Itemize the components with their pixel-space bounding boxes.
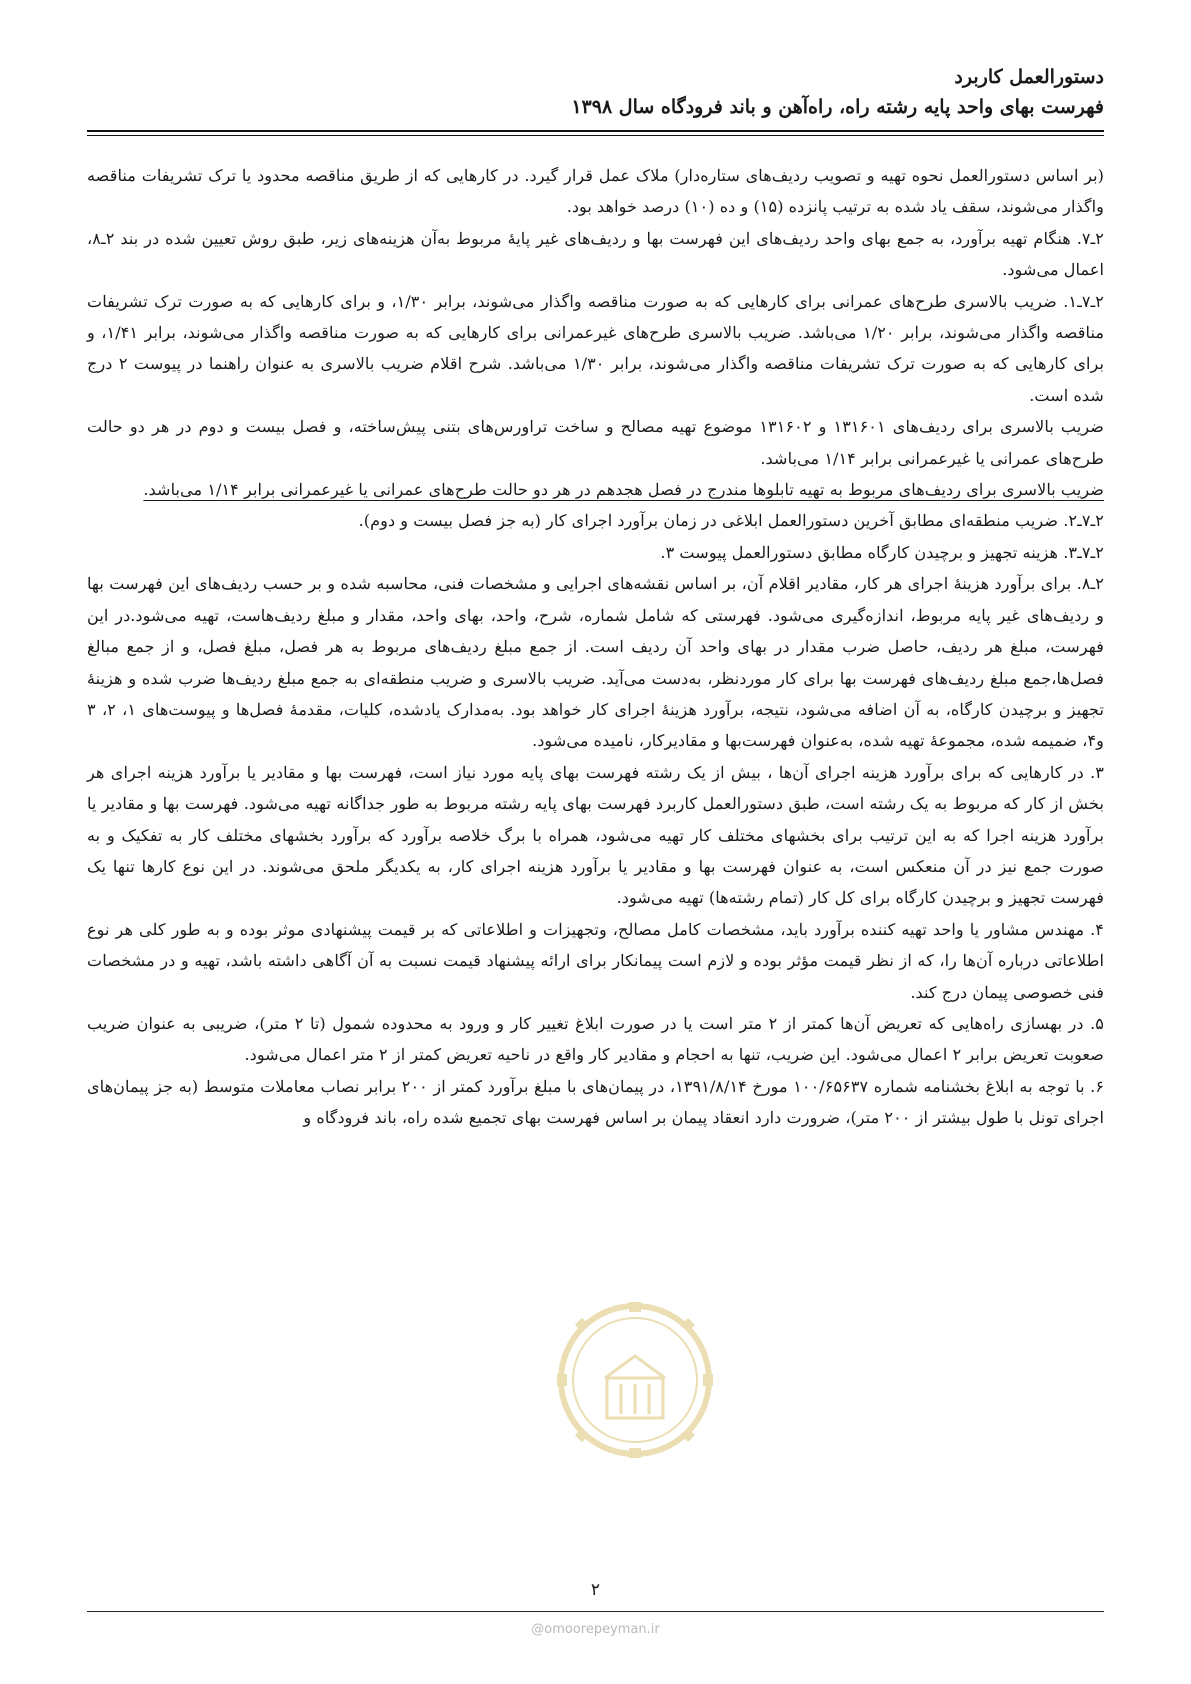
paragraph: ۲ـ۷ـ۱. ضریب بالاسری طرح‌های عمرانی برای کارهایی که به صورت مناقصه واگذار می‌شوند، برابر ۱/۳۰، و برای کارهایی که به صورت ترک تشریفات مناقصه واگذار می‌شوند، برابر ۱/۲۰ می‌باشد. ضریب بالاسری طرح‌های غیرعمرانی برای کارهایی که به صورت مناقصه واگذار می‌شوند، برابر ۱/۴۱، و برای کارهایی که به صورت ترک تشریفات مناقصه واگذار می‌شوند، برابر ۱/۳۰ می‌باشد. شرح اقلام ضریب بالاسری به عنوان راهنما در پیوست ۲ درج شده است. [87, 291, 1105, 405]
body-text [87, 160, 1104, 1134]
paragraph: ۶. با توجه به ابلاغ بخشنامه شماره ۱۰۰/۶۵۶۳۷ مورخ ۱۳۹۱/۸/۱۴، در پیمان‌های با مبلغ برآورد کمتر از ۲۰۰ برابر نصاب معاملات متوسط (به جز پیمان‌های اجرای تونل با طول بیشتر از ۲۰۰ متر)، ضرورت دارد انعقاد پیمان بر اساس فهرست بهای تجمیع شده راه، باند فرودگاه و [87, 1076, 1105, 1128]
header-rule-thin [87, 135, 1104, 136]
page-number: ۲ [590, 1580, 601, 1600]
paragraph-underlined: ضریب بالاسری برای ردیف‌های مربوط به تهیه تابلوها مندرج در فصل هجدهم در هر دو حالت طرح‌های عمرانی یا غیرعمرانی برابر ۱/۱۴ می‌باشد. [143, 480, 1104, 500]
document-subtitle: فهرست بهای واحد پایه رشته راه، راه‌آهن و باند فرودگاه سال ۱۳۹۸ [571, 96, 1104, 118]
paragraph: ۲ـ۷ـ۲. ضریب منطقه‌ای مطابق آخرین دستورالعمل ابلاغی در زمان برآورد اجرای کار (به جز فصل بیست و دوم). [358, 511, 1104, 531]
footer-rule [87, 1611, 1104, 1612]
paragraph: ۳. در کارهایی که برای برآورد هزینه اجرای آن‌ها ، بیش از یک رشته فهرست بهای پایه مورد نیاز است، فهرست بها و مقادیر یا برآورد هزینه اجرای هر بخش از کار که مربوط به یک رشته است، طبق دستورالعمل کاربرد فهرست بهای پایه رشته مربوط به طور جداگانه تهیه می‌شود. فهرست بها و مقادیر یا برآورد هزینه اجرا که به این ترتیب برای بخشهای مختلف کار تهیه می‌شود، همراه با برگ خلاصه برآورد که برآورد بخشهای مختلف کار به تفکیک و به صورت جمع نیز در آن منعکس است، به عنوان فهرست بها و مقادیر یا برآورد هزینه اجرای کار، به یکدیگر ملحق می‌شوند. در این نوع کارها تنها یک فهرست تجهیز و برچیدن کارگاه برای کل کار (تمام رشته‌ها) تهیه می‌شود. [87, 762, 1104, 908]
watermark-seal-icon [555, 1300, 715, 1460]
paragraph: ۲ـ۸. برای برآورد هزینهٔ اجرای هر کار، مقادیر اقلام آن، بر اساس نقشه‌های اجرایی و مشخصات فنی، محاسبه شده و بر حسب ردیف‌های این فهرست بها و ردیف‌های غیر پایه مربوط، اندازه‌گیری می‌شود. فهرستی که شامل شماره، شرح، واحد، بهای واحد، مقدار و مبلغ ردیف‌هاست، تهیه می‌شود.در این فهرست، مبلغ هر ردیف، حاصل ضرب مقدار در بهای واحد آن ردیف است. از جمع مبلغ ردیف‌های مربوط به هر فصل، مبلغ فصل، و از جمع مبالغ فصل‌ها،جمع مبلغ ردیف‌های فهرست بها برای کار موردنظر، به‌دست می‌آید. ضریب بالاسری و ضریب منطقه‌ای به جمع مبلغ ردیف‌ها ضرب شده و هزینهٔ تجهیز و برچیدن کارگاه، به آن اضافه می‌شود، نتیجه، برآورد هزینهٔ اجرای کار خواهد بود. به‌مدارک یادشده، کلیات، مقدمهٔ فصل‌ها و پیوست‌های ۱، ۲، ۳ و۴، ضمیمه شده، مجموعهٔ تهیه شده، به‌عنوان فهرست‌بها و مقادیرکار، نامیده می‌شود. [87, 574, 1104, 751]
paragraph: ۲ـ۷. هنگام تهیه برآورد، به جمع بهای واحد ردیف‌های این فهرست بها و ردیف‌های غیر پایهٔ مربوط به‌آن هزینه‌های زیر، طبق روش تعیین شده در بند ۲ـ۸، اعمال می‌شود. [87, 228, 1104, 280]
paragraph: ۴. مهندس مشاور یا واحد تهیه کننده برآورد باید، مشخصات کامل مصالح، وتجهیزات و اطلاعاتی که بر قیمت پیشنهادی موثر بوده و به طور کلی هر نوع اطلاعاتی درباره آن‌ها را، که از نظر قیمت مؤثر بوده و لازم است پیمانکار برای ارائه پیشنهاد قیمت نسبت به آن آگاهی داشته باشد، تهیه و در مشخصات فنی خصوصی پیمان درج کند. [87, 919, 1104, 1002]
paragraph: ضریب بالاسری برای ردیف‌های ۱۳۱۶۰۱ و ۱۳۱۶۰۲ موضوع تهیه مصالح و ساخت تراورس‌های بتنی پیش‌ساخته، و فصل بیست و دوم در هر دو حالت طرح‌های عمرانی یا غیرعمرانی برابر ۱/۱۴ می‌باشد. [87, 417, 1104, 468]
header-rule-thick [87, 130, 1104, 132]
paragraph: ۲ـ۷ـ۳. هزینه تجهیز و برچیدن کارگاه مطابق دستورالعمل پیوست ۳. [660, 542, 1104, 562]
page-header [87, 62, 1104, 122]
paragraph: ۵. در بهسازی راه‌هایی که تعریض آن‌ها کمتر از ۲ متر است یا در صورت ابلاغ تغییر کار و ورود به محدوده شمول (تا ۲ متر)، ضریبی به عنوان ضریب صعوبت تعریض برابر ۲ اعمال می‌شود. این ضریب، تنها به احجام و مقادیر کار واقع در ناحیه تعریض کمتر از ۲ متر اعمال می‌شود. [87, 1013, 1104, 1065]
watermark-url: @omoorepeyman.ir [531, 1622, 660, 1637]
document-title: دستورالعمل کاربرد [954, 66, 1104, 88]
paragraph: (بر اساس دستورالعمل نحوه تهیه و تصویب ردیف‌های ستاره‌دار) ملاک عمل قرار گیرد. در کارهایی که از طریق مناقصه محدود یا ترک تشریفات مناقصه واگذار می‌شوند، سقف یاد شده به ترتیب پانزده (۱۵) و ده (۱۰) درصد خواهد بود. [87, 166, 1104, 217]
